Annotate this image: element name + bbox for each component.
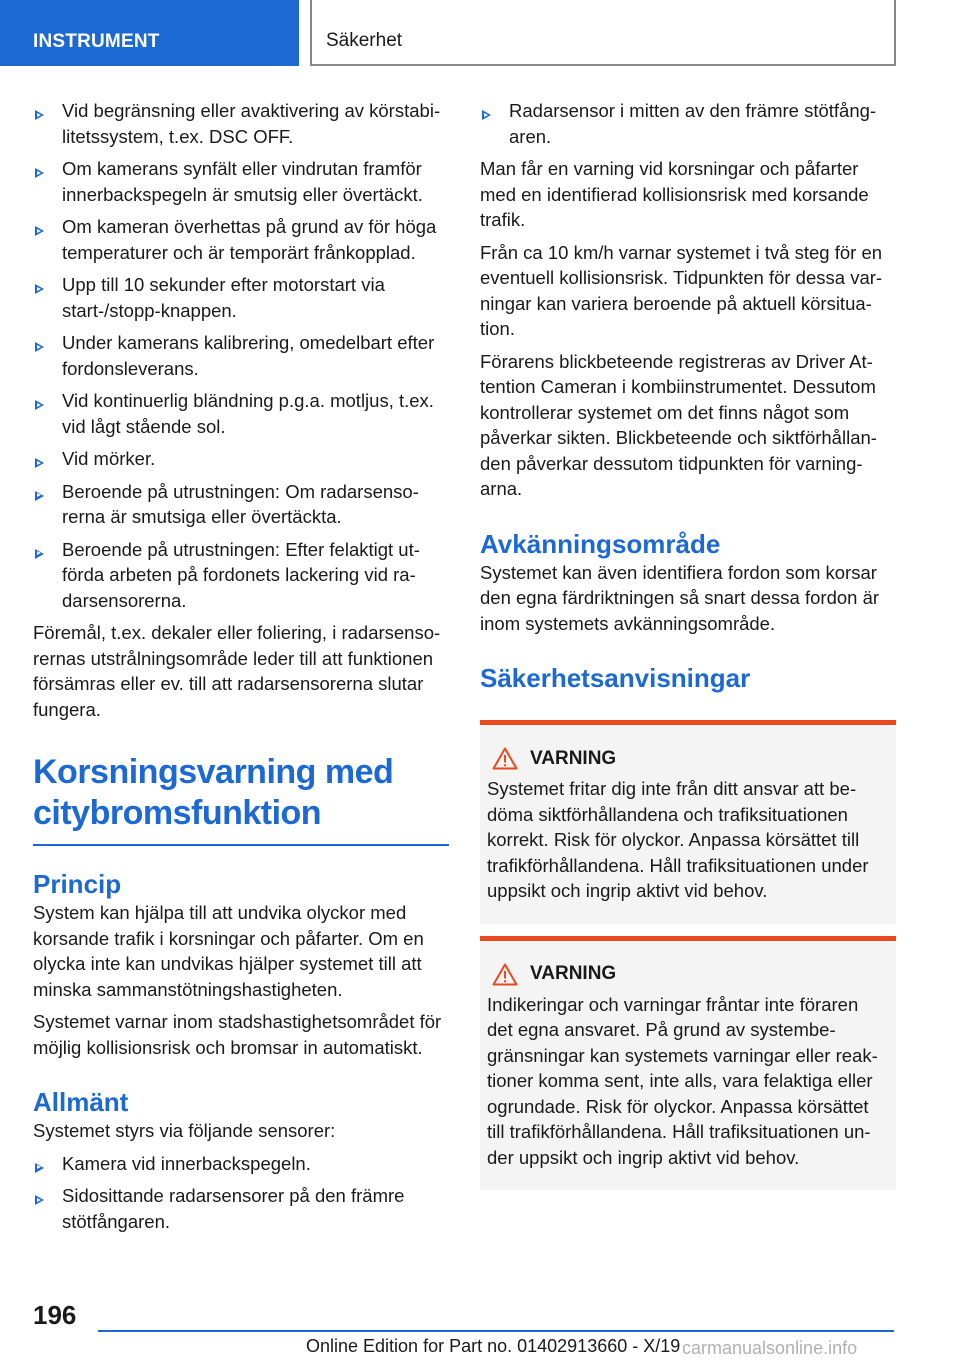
list-item: Beroende på utrustningen: Efter felaktigt utförda arbeten på fordonets lackering vid radarsensorerna. xyxy=(33,537,449,614)
list-item: Vid mörker. xyxy=(33,446,449,472)
heading-sakerhetsanvisningar: Säkerhetsanvisningar xyxy=(480,663,751,693)
paragraph-allmant: Systemet styrs via följande sensorer: xyxy=(33,1120,336,1141)
header-section-tab xyxy=(0,0,299,66)
section-title-rule xyxy=(33,844,449,846)
paragraph-warning-info: Man får en varning vid korsningar och påfarter med en identifierad kollisionsrisk med korsande trafik. xyxy=(480,158,869,230)
warning-box xyxy=(480,720,896,924)
list-item: Vid kontinuerlig bländning p.g.a. motljus, t.ex. vid lågt stående sol. xyxy=(33,388,449,439)
footer-watermark: carmanualsonline.info xyxy=(682,1338,858,1358)
paragraph-driver-attention: Förarens blickbeteende registreras av Driver Attention Cameran i kombiinstrumentet. Dessutom kontrollerar systemet om det finns något som påverkar sikten. Blickbeteende och siktförhållanden påverkar dessutom tidpunkten för varningarna. xyxy=(480,350,877,499)
warning-text: Indikeringar och varningar fråntar inte föraren det egna ansvaret. På grund av systembegränsningar kan systemets varningar eller reaktioner komma sent, inte alls, vara felaktiga eller ogrundade. Risk för olyckor. Anpassa körsättet till trafikförhållandena. Håll trafiksituationen under uppsikt och ingrip aktivt vid behov. xyxy=(487,993,878,1168)
list-item: Kamera vid innerbackspegeln. xyxy=(33,1151,449,1177)
warning-label: VARNING xyxy=(530,963,617,984)
spacer xyxy=(480,924,896,936)
list-item: Radarsensor i mitten av den främre stötfångaren. xyxy=(480,98,896,149)
paragraph-warning-steps: Från ca 10 km/h varnar systemet i två steg för en eventuell kollisionsrisk. Tidpunkten för dessa varningar kan variera beroende på aktuell körsituation. xyxy=(480,241,883,339)
warning-triangle-icon xyxy=(492,963,518,986)
paragraph-objects: Föremål, t.ex. dekaler eller foliering, i radarsensorernas utstrålningsområde leder till att funktionen försämras eller ev. till att radarsensorerna slutar fungera. xyxy=(33,622,441,720)
footer-rule xyxy=(98,1330,894,1332)
list-item: Upp till 10 sekunder efter motorstart via start-/stopp-knappen. xyxy=(33,272,449,323)
header-chapter-label: Säkerhet xyxy=(326,30,403,51)
warning-box xyxy=(480,936,896,1191)
list-item: Under kamerans kalibrering, omedelbart efter fordonsleverans. xyxy=(33,330,449,381)
list-item: Vid begränsning eller avaktivering av körstabilitetssystem, t.ex. DSC OFF. xyxy=(33,98,449,149)
list-item: Sidosittande radarsensorer på den främre stötfångaren. xyxy=(33,1183,449,1234)
heading-princip: Princip xyxy=(33,869,122,899)
warning-triangle-icon xyxy=(492,747,518,770)
left-column xyxy=(33,98,449,1241)
list-item: Om kamerans synfält eller vindrutan framför innerbackspegeln är smutsig eller övertäckt. xyxy=(33,156,449,207)
paragraph-princip-2: Systemet varnar inom stadshastighetsområdet för möjlig kollisionsrisk och bromsar in automatiskt. xyxy=(33,1011,442,1058)
warning-header xyxy=(487,963,886,986)
warning-header xyxy=(487,747,886,770)
right-column xyxy=(480,98,896,1190)
heading-allmant: Allmänt xyxy=(33,1087,129,1117)
list-item: Beroende på utrustningen: Om radarsensorerna är smutsiga eller övertäckta. xyxy=(33,479,449,530)
warning-label: VARNING xyxy=(530,747,617,769)
section-title: Korsningsvarning med citybromsfunktion xyxy=(33,753,394,832)
header-section-label: INSTRUMENT xyxy=(33,31,160,52)
paragraph-princip-1: System kan hjälpa till att undvika olyckor med korsande trafik i korsningar och påfarter. Om en olycka inte kan undvikas hjälper systemet till att minska sammanstötningshastigheten. xyxy=(33,902,424,1000)
footer-edition: Online Edition for Part no. 01402913660 - X/19 xyxy=(306,1336,681,1356)
page-number: 196 xyxy=(33,1300,77,1330)
list-item: Om kameran överhettas på grund av för höga temperaturer och är temporärt frånkopplad. xyxy=(33,214,449,265)
warning-text: Systemet fritar dig inte från ditt ansvar att bedöma siktförhållandena och trafiksituationen korrekt. Risk för olyckor. Anpassa körsättet till trafikförhållandena. Håll trafiksituationen under uppsikt och ingrip aktivt vid behov. xyxy=(487,778,869,901)
paragraph-avkanningsomrade: Systemet kan även identifiera fordon som korsar den egna färdriktningen så snart dessa fordon är inom systemets avkänningsområde. xyxy=(480,561,880,634)
heading-avkanningsomrade: Avkänningsområde xyxy=(480,528,721,559)
header-chapter-tab xyxy=(310,0,896,66)
